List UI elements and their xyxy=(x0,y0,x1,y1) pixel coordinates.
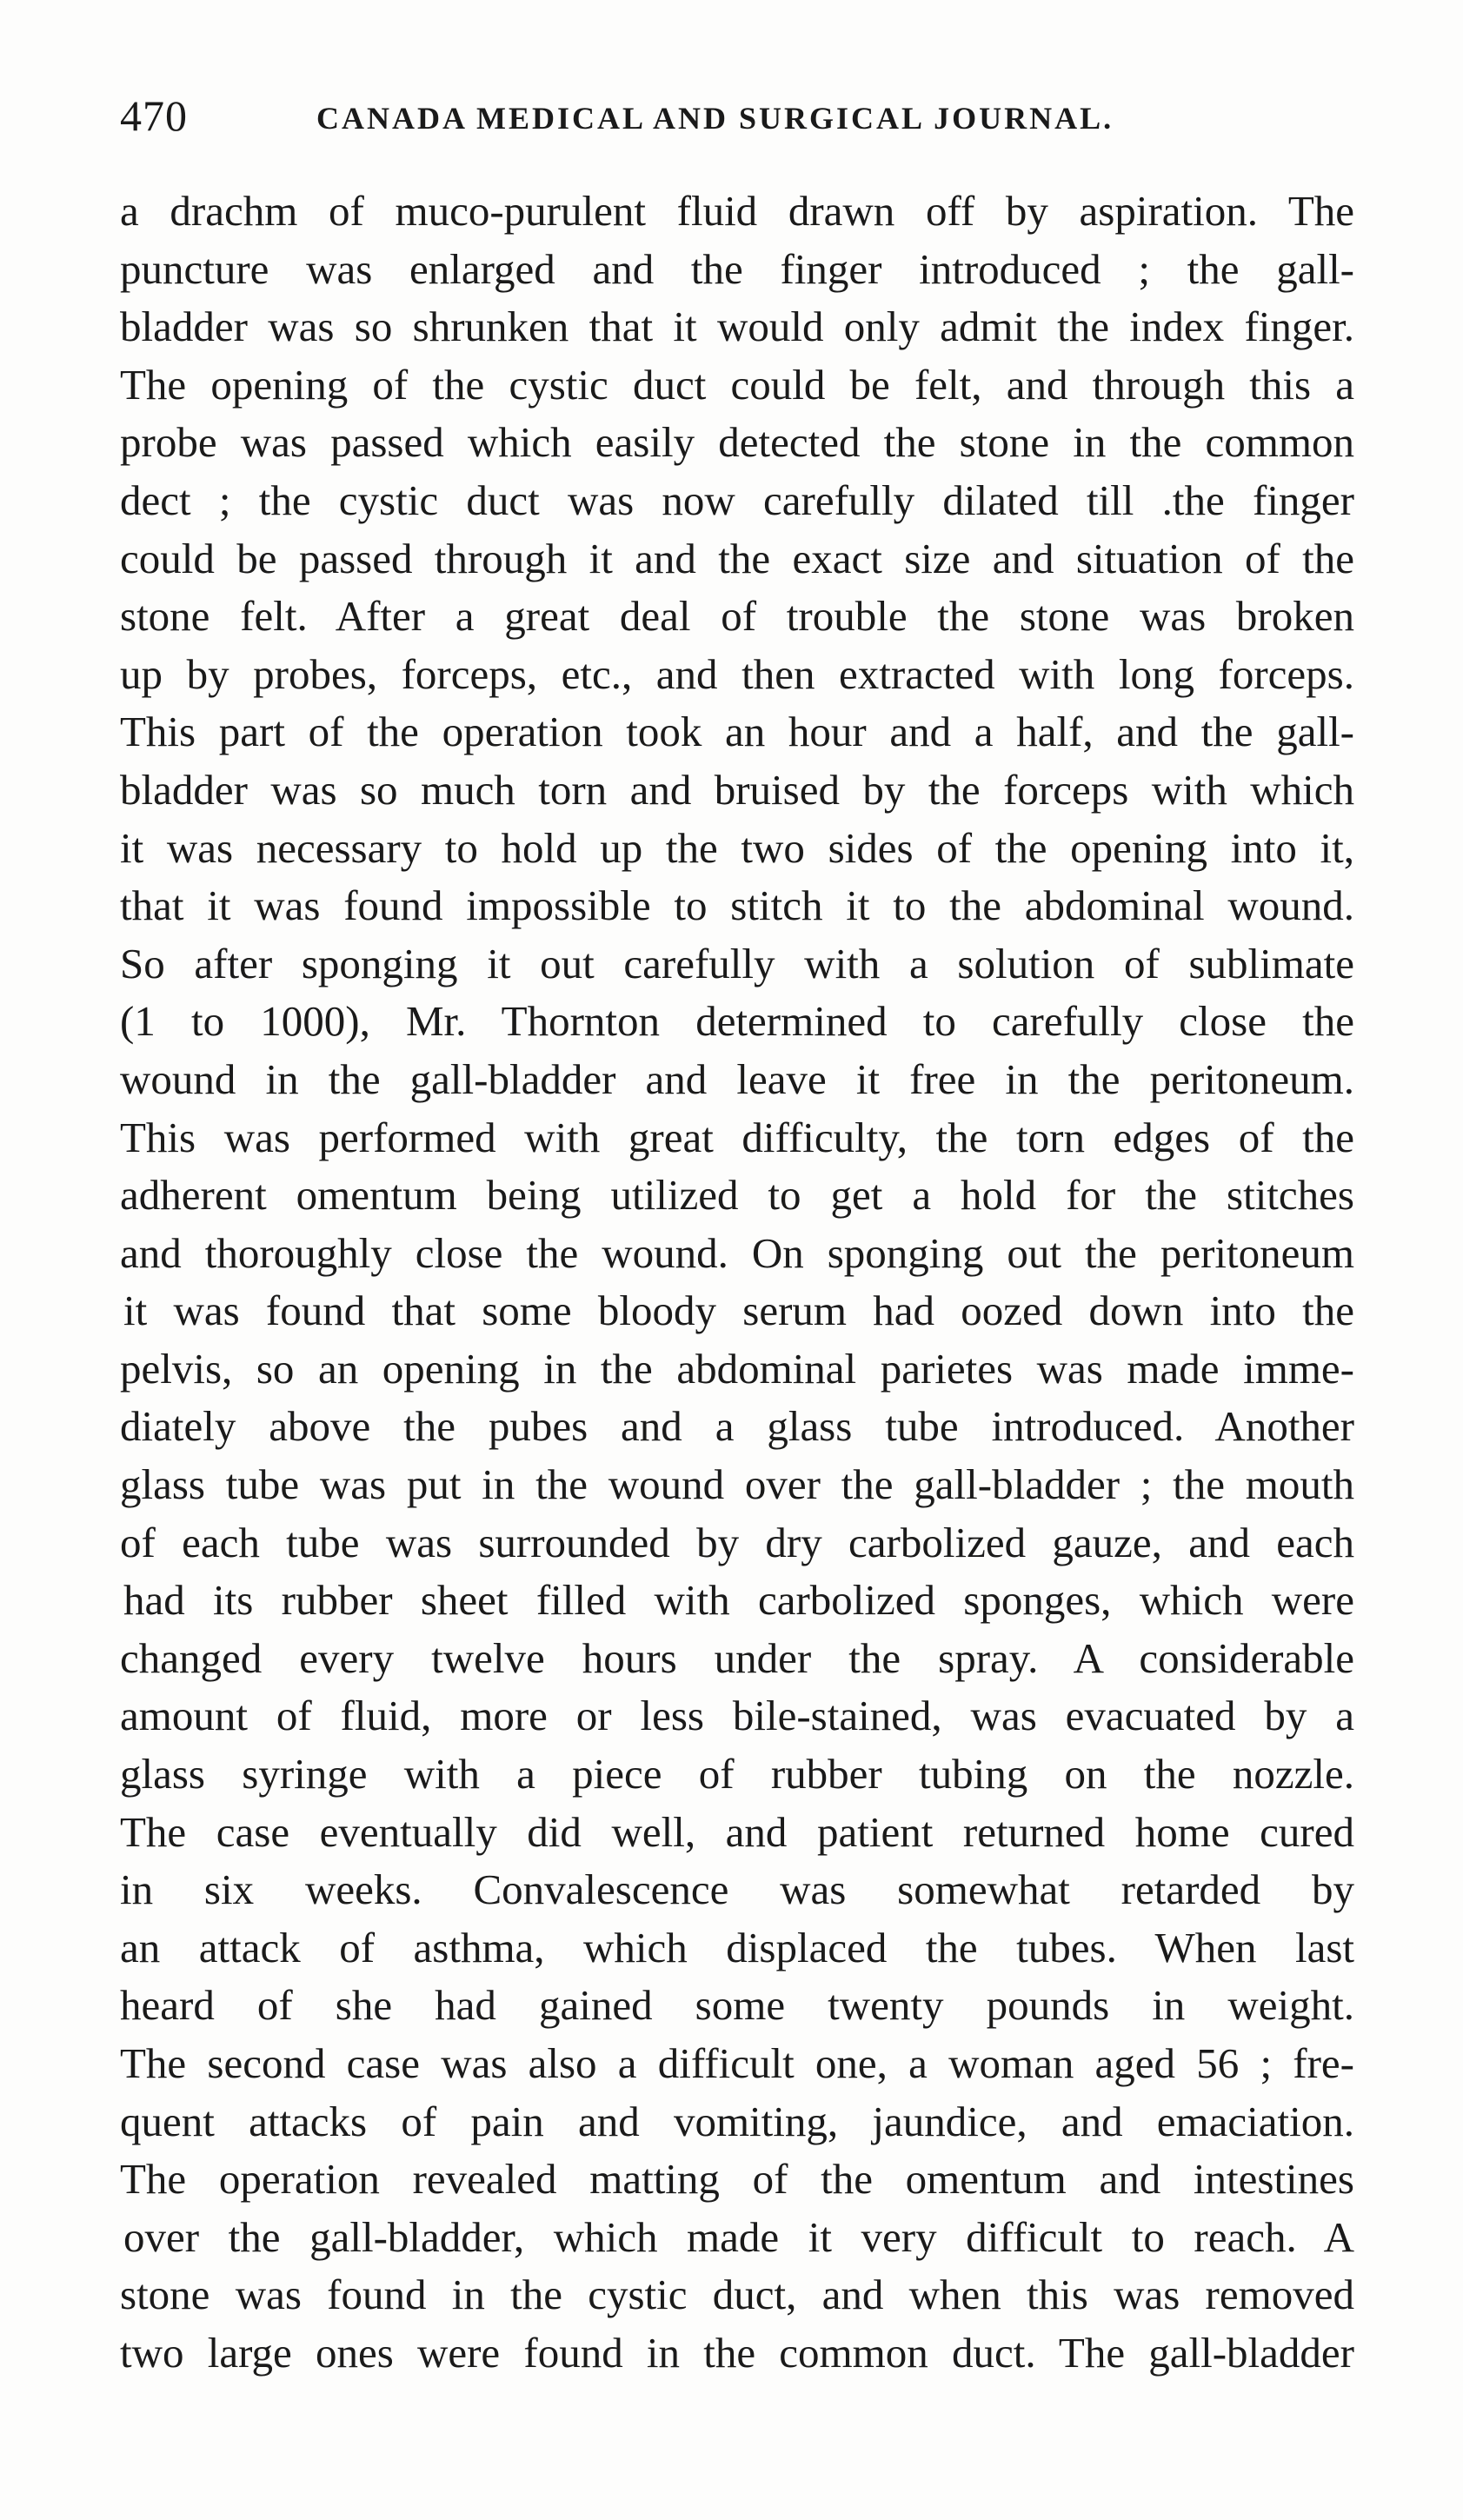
text-line: adherent omentum being utilized to get a hold for the stitches xyxy=(120,1171,1354,1220)
text-line: wound in the gall-bladder and leave it free in the peritoneum. xyxy=(120,1054,1354,1103)
text-line: probe was passed which easily detected the stone in the common xyxy=(120,418,1354,467)
text-line: diately above the pubes and a glass tube introduced. Another xyxy=(120,1402,1354,1451)
text-line: over the gall-bladder, which made it very difficult to reach. A xyxy=(123,2212,1354,2261)
text-line: stone was found in the cystic duct, and when this was removed xyxy=(120,2271,1354,2319)
text-line: it was found that some bloody serum had oozed down into the xyxy=(123,1287,1354,1335)
text-line: This part of the operation took an hour and a half, and the gall- xyxy=(120,708,1354,756)
text-line: up by probes, forceps, etc., and then extracted with long forceps. xyxy=(120,649,1354,698)
text-line: The second case was also a difficult one, a woman aged 56 ; fre- xyxy=(120,2039,1354,2087)
text-line: and thoroughly close the wound. On sponging out the peritoneum xyxy=(120,1228,1354,1277)
text-line: dect ; the cystic duct was now carefully dilated till .the finger xyxy=(120,475,1354,524)
body-text xyxy=(120,183,1354,2383)
text-line: bladder was so shrunken that it would only admit the index finger. xyxy=(120,303,1354,351)
text-line: pelvis, so an opening in the abdominal parietes was made imme- xyxy=(120,1344,1354,1393)
text-line: heard of she had gained some twenty pounds in weight. xyxy=(120,1981,1354,2030)
text-line: of each tube was surrounded by dry carbolized gauze, and each xyxy=(120,1518,1354,1566)
running-head xyxy=(120,85,1354,146)
text-line: quent attacks of pain and vomiting, jaundice, and emaciation. xyxy=(120,2097,1354,2145)
text-line: The operation revealed matting of the omentum and intestines xyxy=(120,2155,1354,2204)
text-line: bladder was so much torn and bruised by the forceps with which xyxy=(120,765,1354,814)
text-line: stone felt. After a great deal of trouble the stone was broken xyxy=(120,592,1354,641)
text-line: The case eventually did well, and patient returned home cured xyxy=(120,1807,1354,1856)
text-line: had its rubber sheet filled with carbolized sponges, which were xyxy=(123,1576,1354,1625)
text-line: glass tube was put in the wound over the gall-bladder ; the mouth xyxy=(120,1460,1354,1509)
text-line: puncture was enlarged and the finger introduced ; the gall- xyxy=(120,244,1354,293)
text-line: changed every twelve hours under the spray. A considerable xyxy=(120,1633,1354,1682)
text-line: amount of fluid, more or less bile-stained, was evacuated by a xyxy=(120,1692,1354,1740)
text-line: could be passed through it and the exact size and situation of the xyxy=(120,534,1354,582)
text-line: that it was found impossible to stitch it to the abdominal wound. xyxy=(120,881,1354,930)
page-number: 470 xyxy=(120,91,188,140)
text-line: So after sponging it out carefully with a solution of sublimate xyxy=(120,939,1354,987)
text-line: in six weeks. Convalescence was somewhat retarded by xyxy=(120,1865,1354,1914)
journal-title: CANADA MEDICAL AND SURGICAL JOURNAL. xyxy=(316,101,1114,136)
text-line: two large ones were found in the common duct. The gall-bladder xyxy=(120,2328,1354,2377)
text-line: a drachm of muco-purulent fluid drawn off by aspiration. The xyxy=(120,187,1354,235)
text-line: (1 to 1000), Mr. Thornton determined to carefully close the xyxy=(120,997,1354,1046)
text-line: an attack of asthma, which displaced the tubes. When last xyxy=(120,1923,1354,1971)
text-line: The opening of the cystic duct could be felt, and through this a xyxy=(120,360,1354,409)
text-line: glass syringe with a piece of rubber tubing on the nozzle. xyxy=(120,1750,1354,1799)
text-line: This was performed with great difficulty, the torn edges of the xyxy=(120,1113,1354,1161)
text-line: it was necessary to hold up the two sides of the opening into it, xyxy=(120,823,1354,872)
